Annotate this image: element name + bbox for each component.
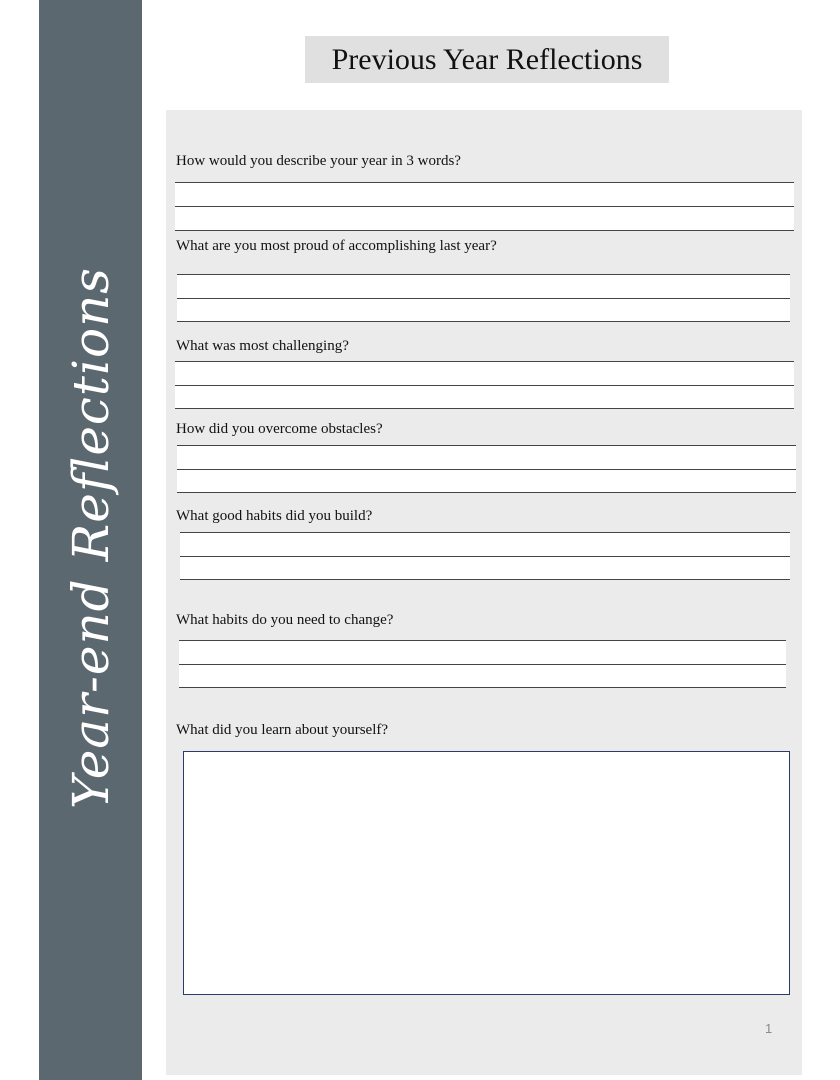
- answer-line-divider: [180, 556, 790, 557]
- question-overcome-obstacles: How did you overcome obstacles?: [176, 421, 383, 437]
- answer-lines-overcome-obstacles[interactable]: [177, 445, 796, 493]
- answer-lines-habits-to-change[interactable]: [179, 640, 786, 688]
- question-most-challenging: What was most challenging?: [176, 338, 349, 354]
- answer-box-learn-about-yourself[interactable]: [183, 751, 790, 995]
- sidebar-title: Year-end Reflections: [61, 267, 120, 809]
- question-habits-to-change: What habits do you need to change?: [176, 612, 394, 628]
- question-describe-year: How would you describe your year in 3 words?: [176, 153, 461, 169]
- question-learn-about-yourself: What did you learn about yourself?: [176, 722, 389, 738]
- answer-line-divider: [175, 385, 794, 386]
- page-number: 1: [765, 1021, 773, 1036]
- answer-line-divider: [177, 469, 796, 470]
- question-good-habits: What good habits did you build?: [176, 508, 373, 524]
- title-box: [305, 36, 669, 83]
- answer-line-divider: [179, 664, 786, 665]
- answer-line-divider: [177, 298, 790, 299]
- answer-lines-describe-year[interactable]: [175, 182, 794, 231]
- answer-lines-good-habits[interactable]: [180, 532, 790, 580]
- answer-lines-proud-accomplishment[interactable]: [177, 274, 790, 322]
- question-proud-accomplishment: What are you most proud of accomplishing last year?: [176, 238, 497, 254]
- answer-line-divider: [175, 206, 794, 207]
- page-title: Previous Year Reflections: [331, 42, 643, 76]
- answer-lines-most-challenging[interactable]: [175, 361, 794, 409]
- sidebar: [39, 0, 142, 1080]
